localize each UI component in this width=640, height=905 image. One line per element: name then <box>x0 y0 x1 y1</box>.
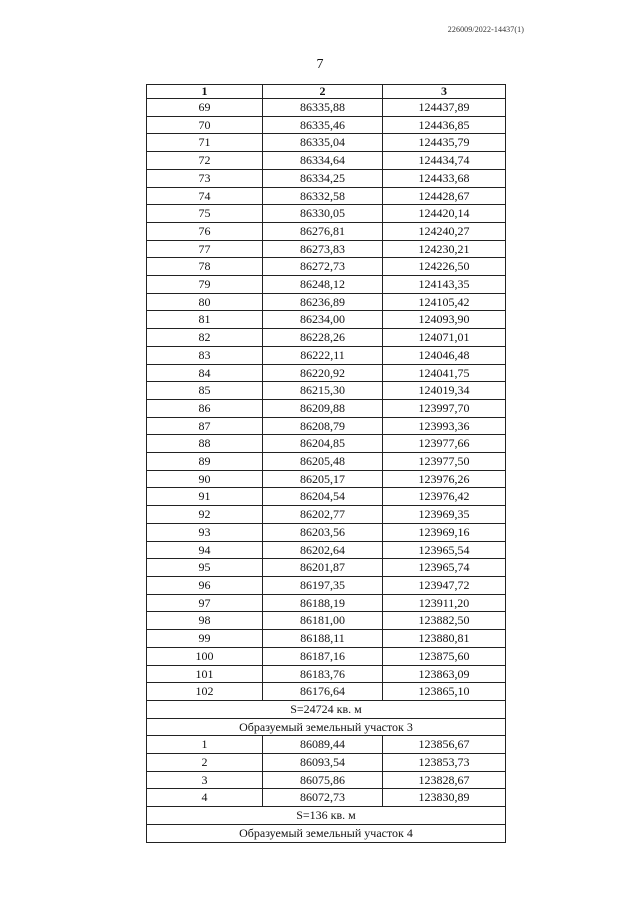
column-header: 3 <box>383 85 506 99</box>
point-number-cell: 87 <box>147 417 263 435</box>
x-coordinate-cell: 86334,25 <box>263 169 383 187</box>
point-number-cell: 77 <box>147 240 263 258</box>
table-row <box>147 399 506 417</box>
x-coordinate-cell: 86330,05 <box>263 205 383 223</box>
y-coordinate-cell: 123969,35 <box>383 506 506 524</box>
x-coordinate-cell: 86201,87 <box>263 559 383 577</box>
y-coordinate-cell: 123875,60 <box>383 647 506 665</box>
y-coordinate-cell: 124041,75 <box>383 364 506 382</box>
y-coordinate-cell: 124428,67 <box>383 187 506 205</box>
point-number-cell: 75 <box>147 205 263 223</box>
y-coordinate-cell: 123993,36 <box>383 417 506 435</box>
table-row <box>147 329 506 347</box>
point-number-cell: 83 <box>147 346 263 364</box>
x-coordinate-cell: 86334,64 <box>263 152 383 170</box>
y-coordinate-cell: 124437,89 <box>383 99 506 117</box>
y-coordinate-cell: 123882,50 <box>383 612 506 630</box>
x-coordinate-cell: 86176,64 <box>263 683 383 701</box>
x-coordinate-cell: 86181,00 <box>263 612 383 630</box>
point-number-cell: 71 <box>147 134 263 152</box>
table-row <box>147 258 506 276</box>
x-coordinate-cell: 86335,46 <box>263 116 383 134</box>
table-row <box>147 152 506 170</box>
table-row <box>147 683 506 701</box>
point-number-cell: 92 <box>147 506 263 524</box>
y-coordinate-cell: 124240,27 <box>383 222 506 240</box>
table-row <box>147 488 506 506</box>
point-number-cell: 93 <box>147 523 263 541</box>
table-row <box>147 630 506 648</box>
area-row <box>147 807 506 825</box>
column-header: 2 <box>263 85 383 99</box>
point-number-cell: 100 <box>147 647 263 665</box>
area-row <box>147 700 506 718</box>
table-header-row <box>147 85 506 99</box>
point-number-cell: 79 <box>147 276 263 294</box>
x-coordinate-cell: 86205,17 <box>263 470 383 488</box>
y-coordinate-cell: 124019,34 <box>383 382 506 400</box>
point-number-cell: 98 <box>147 612 263 630</box>
x-coordinate-cell: 86248,12 <box>263 276 383 294</box>
y-coordinate-cell: 124436,85 <box>383 116 506 134</box>
table-body <box>147 99 506 843</box>
table-row <box>147 470 506 488</box>
point-number-cell: 73 <box>147 169 263 187</box>
x-coordinate-cell: 86072,73 <box>263 789 383 807</box>
point-number-cell: 81 <box>147 311 263 329</box>
y-coordinate-cell: 123965,54 <box>383 541 506 559</box>
table-row <box>147 576 506 594</box>
y-coordinate-cell: 124420,14 <box>383 205 506 223</box>
point-number-cell: 85 <box>147 382 263 400</box>
column-header: 1 <box>147 85 263 99</box>
x-coordinate-cell: 86208,79 <box>263 417 383 435</box>
section-title-row <box>147 718 506 736</box>
table-row <box>147 169 506 187</box>
point-number-cell: 76 <box>147 222 263 240</box>
x-coordinate-cell: 86187,16 <box>263 647 383 665</box>
y-coordinate-cell: 123856,67 <box>383 736 506 754</box>
x-coordinate-cell: 86215,30 <box>263 382 383 400</box>
table-row <box>147 506 506 524</box>
x-coordinate-cell: 86183,76 <box>263 665 383 683</box>
table-row <box>147 293 506 311</box>
table-row <box>147 789 506 807</box>
point-number-cell: 86 <box>147 399 263 417</box>
table-row <box>147 594 506 612</box>
table-row <box>147 754 506 772</box>
table-row <box>147 435 506 453</box>
x-coordinate-cell: 86236,89 <box>263 293 383 311</box>
table-row <box>147 647 506 665</box>
y-coordinate-cell: 123977,50 <box>383 453 506 471</box>
point-number-cell: 69 <box>147 99 263 117</box>
area-total: S=136 кв. м <box>147 807 506 825</box>
table-row <box>147 276 506 294</box>
point-number-cell: 78 <box>147 258 263 276</box>
x-coordinate-cell: 86204,85 <box>263 435 383 453</box>
x-coordinate-cell: 86335,88 <box>263 99 383 117</box>
x-coordinate-cell: 86205,48 <box>263 453 383 471</box>
x-coordinate-cell: 86075,86 <box>263 771 383 789</box>
table-row <box>147 541 506 559</box>
point-number-cell: 3 <box>147 771 263 789</box>
point-number-cell: 95 <box>147 559 263 577</box>
table-row <box>147 665 506 683</box>
point-number-cell: 97 <box>147 594 263 612</box>
y-coordinate-cell: 123947,72 <box>383 576 506 594</box>
x-coordinate-cell: 86209,88 <box>263 399 383 417</box>
y-coordinate-cell: 124071,01 <box>383 329 506 347</box>
x-coordinate-cell: 86089,44 <box>263 736 383 754</box>
document-id: 226009/2022-14437(1) <box>447 25 524 34</box>
x-coordinate-cell: 86335,04 <box>263 134 383 152</box>
section-title: Образуемый земельный участок 4 <box>147 824 506 842</box>
x-coordinate-cell: 86234,00 <box>263 311 383 329</box>
point-number-cell: 96 <box>147 576 263 594</box>
point-number-cell: 80 <box>147 293 263 311</box>
page-number: 7 <box>316 57 324 72</box>
point-number-cell: 4 <box>147 789 263 807</box>
area-total: S=24724 кв. м <box>147 700 506 718</box>
point-number-cell: 82 <box>147 329 263 347</box>
point-number-cell: 74 <box>147 187 263 205</box>
table-row <box>147 736 506 754</box>
x-coordinate-cell: 86203,56 <box>263 523 383 541</box>
y-coordinate-cell: 123828,67 <box>383 771 506 789</box>
table-row <box>147 346 506 364</box>
x-coordinate-cell: 86273,83 <box>263 240 383 258</box>
y-coordinate-cell: 123997,70 <box>383 399 506 417</box>
x-coordinate-cell: 86332,58 <box>263 187 383 205</box>
point-number-cell: 88 <box>147 435 263 453</box>
y-coordinate-cell: 124143,35 <box>383 276 506 294</box>
y-coordinate-cell: 123853,73 <box>383 754 506 772</box>
y-coordinate-cell: 123976,26 <box>383 470 506 488</box>
point-number-cell: 99 <box>147 630 263 648</box>
y-coordinate-cell: 123977,66 <box>383 435 506 453</box>
x-coordinate-cell: 86276,81 <box>263 222 383 240</box>
point-number-cell: 1 <box>147 736 263 754</box>
y-coordinate-cell: 123976,42 <box>383 488 506 506</box>
y-coordinate-cell: 123865,10 <box>383 683 506 701</box>
point-number-cell: 72 <box>147 152 263 170</box>
table-row <box>147 523 506 541</box>
table-row <box>147 205 506 223</box>
x-coordinate-cell: 86202,64 <box>263 541 383 559</box>
table-row <box>147 559 506 577</box>
point-number-cell: 89 <box>147 453 263 471</box>
table-row <box>147 116 506 134</box>
table-row <box>147 453 506 471</box>
table-row <box>147 222 506 240</box>
table-row <box>147 364 506 382</box>
point-number-cell: 101 <box>147 665 263 683</box>
section-title: Образуемый земельный участок 3 <box>147 718 506 736</box>
coordinates-table <box>146 84 506 843</box>
y-coordinate-cell: 123880,81 <box>383 630 506 648</box>
y-coordinate-cell: 124105,42 <box>383 293 506 311</box>
table-row <box>147 612 506 630</box>
table-row <box>147 417 506 435</box>
table-row <box>147 134 506 152</box>
point-number-cell: 102 <box>147 683 263 701</box>
x-coordinate-cell: 86204,54 <box>263 488 383 506</box>
x-coordinate-cell: 86188,11 <box>263 630 383 648</box>
section-title-row <box>147 824 506 842</box>
table-row <box>147 240 506 258</box>
y-coordinate-cell: 124046,48 <box>383 346 506 364</box>
x-coordinate-cell: 86093,54 <box>263 754 383 772</box>
point-number-cell: 94 <box>147 541 263 559</box>
y-coordinate-cell: 123911,20 <box>383 594 506 612</box>
point-number-cell: 90 <box>147 470 263 488</box>
table-row <box>147 99 506 117</box>
y-coordinate-cell: 123965,74 <box>383 559 506 577</box>
x-coordinate-cell: 86202,77 <box>263 506 383 524</box>
y-coordinate-cell: 124434,74 <box>383 152 506 170</box>
x-coordinate-cell: 86272,73 <box>263 258 383 276</box>
point-number-cell: 91 <box>147 488 263 506</box>
x-coordinate-cell: 86197,35 <box>263 576 383 594</box>
y-coordinate-cell: 123863,09 <box>383 665 506 683</box>
y-coordinate-cell: 124226,50 <box>383 258 506 276</box>
point-number-cell: 70 <box>147 116 263 134</box>
y-coordinate-cell: 124435,79 <box>383 134 506 152</box>
table-row <box>147 771 506 789</box>
y-coordinate-cell: 124093,90 <box>383 311 506 329</box>
y-coordinate-cell: 124433,68 <box>383 169 506 187</box>
x-coordinate-cell: 86222,11 <box>263 346 383 364</box>
point-number-cell: 84 <box>147 364 263 382</box>
x-coordinate-cell: 86228,26 <box>263 329 383 347</box>
point-number-cell: 2 <box>147 754 263 772</box>
y-coordinate-cell: 123969,16 <box>383 523 506 541</box>
table-row <box>147 187 506 205</box>
x-coordinate-cell: 86220,92 <box>263 364 383 382</box>
y-coordinate-cell: 124230,21 <box>383 240 506 258</box>
y-coordinate-cell: 123830,89 <box>383 789 506 807</box>
table-row <box>147 382 506 400</box>
x-coordinate-cell: 86188,19 <box>263 594 383 612</box>
table-row <box>147 311 506 329</box>
